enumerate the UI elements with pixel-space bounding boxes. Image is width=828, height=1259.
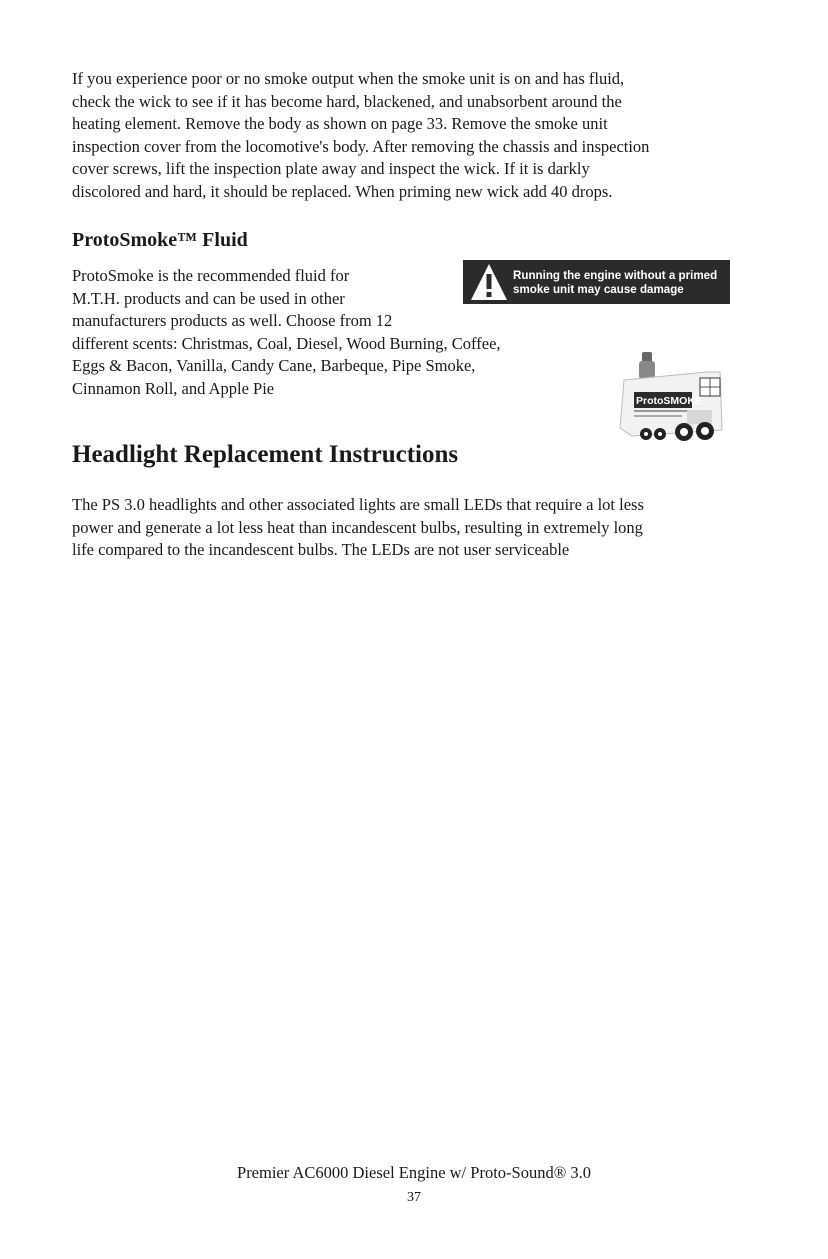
headlight-replacement-heading: Headlight Replacement Instructions [72,441,459,468]
text-line: manufacturers products as well. Choose from 12 [72,311,393,331]
text-line: ProtoSmoke is the recommended fluid for [72,266,350,285]
headlight-paragraph [72,494,644,562]
warning-icon [469,262,509,302]
text-line: inspection cover from the locomotive's body. After removing the chassis and inspection [72,136,650,156]
text-line: heating element. Remove the body as shown on page 33. Remove the smoke unit [72,114,608,134]
footer-title: Premier AC6000 Diesel Engine w/ Proto-Sound® 3.0 [237,1163,591,1182]
text-line: Eggs & Bacon, Vanilla, Candy Cane, Barbeque, Pipe Smoke, [72,356,476,376]
text-line: check the wick to see if it has become hard, blackened, and unabsorbent around the [72,91,622,111]
text-line: power and generate a lot less heat than incandescent bulbs, resulting in extremely long [72,517,643,537]
protosmoke-fluid-heading: ProtoSmoke™ Fluid [72,229,248,251]
text-line: life compared to the incandescent bulbs. The LEDs are not user serviceable [72,540,570,560]
intro-paragraph [72,68,772,204]
warning-box [463,260,730,304]
protosmoke-bottle-image [612,350,732,450]
warning-line: smoke unit may cause damage [513,283,684,296]
text-line: Cinnamon Roll, and Apple Pie [72,378,275,398]
text-line: The PS 3.0 headlights and other associated lights are small LEDs that require a lot less [72,495,644,514]
text-line: different scents: Christmas, Coal, Diesel, Wood Burning, Coffee, [72,333,501,353]
text-line: cover screws, lift the inspection plate away and inspect the wick. If it is darkly [72,159,590,179]
text-line: M.T.H. products and can be used in other [72,288,345,308]
brand-text: ProtoSMOKE [636,395,702,407]
protosmoke-fluid-paragraph [72,265,501,401]
text-line: discolored and hard, it should be replaced. When priming new wick add 40 drops. [72,181,613,201]
page-number: 37 [407,1190,421,1205]
text-line: If you experience poor or no smoke output when the smoke unit is on and has fluid, [72,69,625,88]
warning-line: Running the engine without a primed [513,269,718,282]
